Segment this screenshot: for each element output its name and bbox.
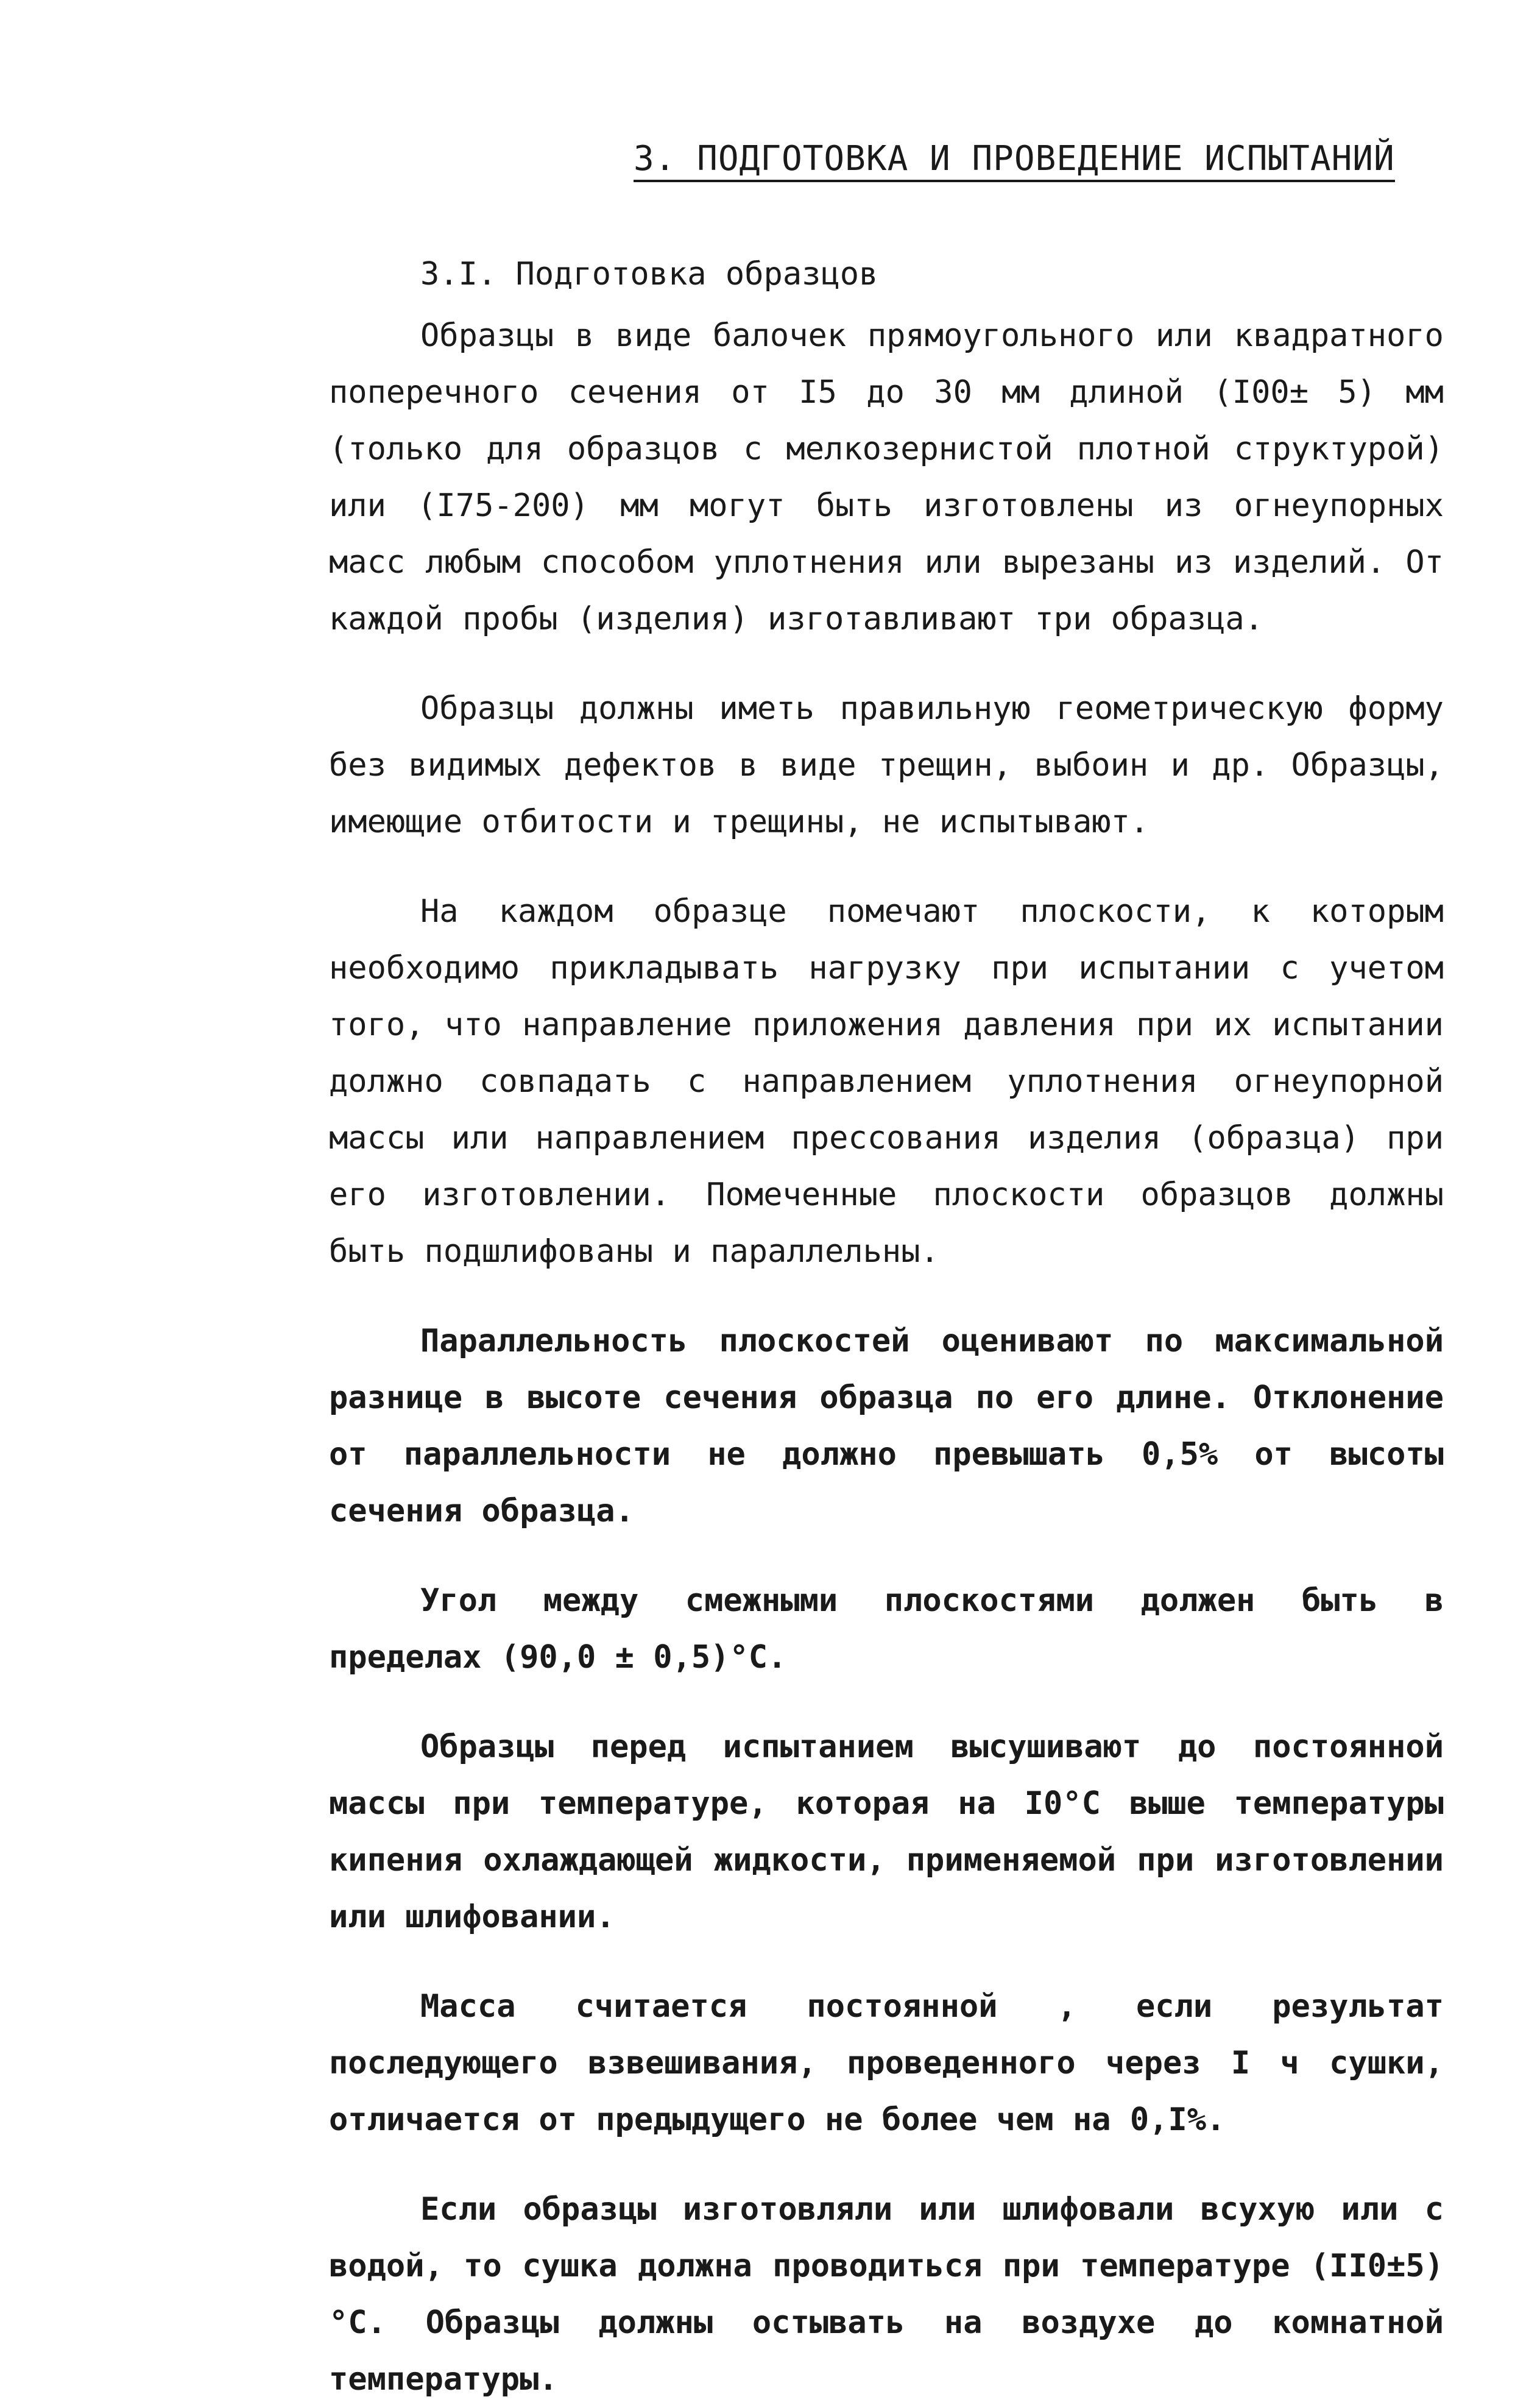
subsection-title: 3.I. Подготовка образцов — [420, 256, 878, 292]
paragraph-parallelism: Параллельность плоскостей оценивают по максимальной разнице в высоте сечения образца по его длине. Отклонение от параллельности не должно превышать 0,5% от высоты сечения образца. — [329, 1323, 1444, 1529]
paragraph-dry-grinding: Если образцы изготовляли или шлифовали всухую или с водой, то сушка должна проводиться при температуре (II0±5)°С. Образцы должны остывать на воздухе до комнатной температуры. — [329, 2191, 1444, 2398]
paragraph-sample-shape: Образцы в виде балочек прямоугольного или квадратного поперечного сечения от I5 до 30 мм длиной (I00± 5) мм (только для образцов с мелкозернистой плотной структурой) или (I75-200) мм могут быть изготовлены из огнеупорных масс любым способом уплотнения или вырезаны из изделий. От каждой пробы (изделия) изготавливают три образца. — [329, 317, 1444, 637]
document-body — [329, 308, 1444, 2408]
section-title: 3. ПОДГОТОВКА И ПРОВЕДЕНИЕ ИСПЫТАНИЙ — [634, 139, 1395, 182]
paragraph-angle: Угол между смежными плоскостями должен быть в пределах (90,0 ± 0,5)°С. — [329, 1582, 1444, 1676]
paragraph-drying: Образцы перед испытанием высушивают до постоянной массы при температуре, которая на I0°С выше температуры кипения охлаждающей жидкости, применяемой при изготовлении или шлифовании. — [329, 1729, 1444, 1935]
paragraph-sample-defects: Образцы должны иметь правильную геометрическую форму без видимых дефектов в виде трещин, выбоин и др. Образцы, имеющие отбитости и трещины, не испытывают. — [329, 690, 1444, 840]
paragraph-constant-mass: Масса считается постоянной , если результат последующего взвешивания, проведенного через I ч сушки, отличается от предыдущего не более чем на 0,I%. — [329, 1988, 1444, 2138]
paragraph-load-planes: На каждом образце помечают плоскости, к которым необходимо прикладывать нагрузку при испытании с учетом того, что направление приложения давления при их испытании должно совпадать с направлением уплотнения огнеупорной массы или направлением прессования изделия (образца) при его изготовлении. Помеченные плоскости образцов должны быть подшлифованы и параллельны. — [329, 893, 1444, 1270]
